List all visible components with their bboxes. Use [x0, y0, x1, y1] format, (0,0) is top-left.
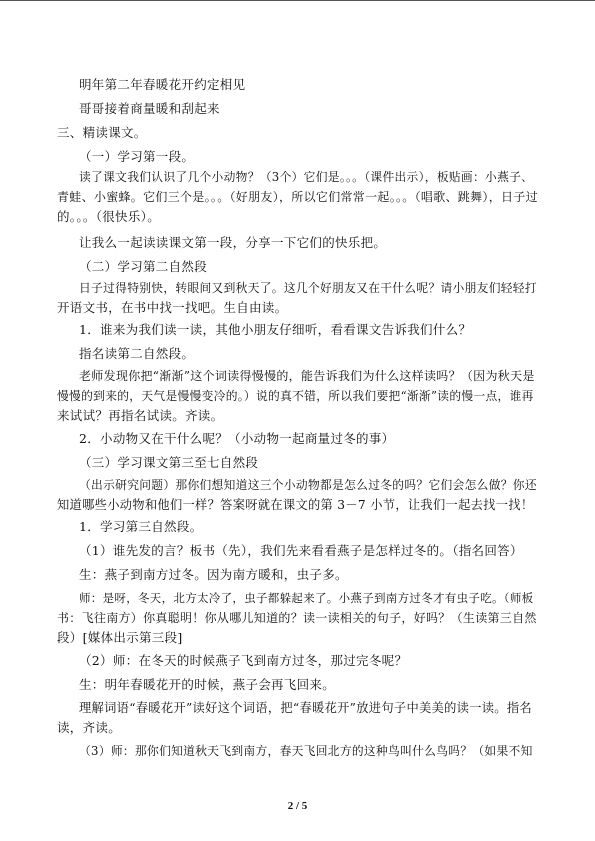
text-line: 开语文书，在书中找一找吧。生自由读。: [57, 300, 288, 315]
text-line: 哥哥接着商量暖和刮起来: [79, 101, 220, 116]
text-line: 指名读第二自然段。: [79, 346, 195, 361]
section-heading: 三、精读课文。: [57, 125, 147, 140]
subsection-heading: （一）学习第一段。: [79, 149, 195, 164]
text-line: 知道哪些小动物和他们一样？答案呀就在课文的第 3－7 小节，让我们一起去找一找！: [57, 498, 534, 512]
subsection-heading: （二）学习第二自然段: [79, 259, 208, 274]
text-line: 老师发现你把“渐渐”这个词读得慢慢的，能告诉我们为什么这样读吗？（因为秋天是: [79, 369, 535, 383]
text-line: 明年第二年春暖花开约定相见: [79, 77, 246, 92]
subsection-heading: （三）学习课文第三至七自然段: [79, 455, 259, 470]
text-line: 师：是呀，冬天，北方太冷了，虫子都躲起来了。小燕子到南方过冬才有虫子吃。（师板: [79, 591, 534, 605]
text-line: 1．谁来为我们读一读，其他小朋友仔细听，看看课文告诉我们什么？: [79, 322, 472, 337]
text-line: 日子过得特别快，转眼间又到秋天了。这几个好朋友又在干什么呢？请小朋友们轻轻打: [79, 281, 537, 295]
text-line: 书：飞往南方）你真聪明！你从哪儿知道的？读一读相关的句子，好吗？（生读第三自然: [57, 611, 537, 625]
text-line: （3）师：那你们知道秋天飞到南方，春天飞回北方的这种鸟叫什么鸟吗？（如果不知: [79, 744, 533, 758]
text-line: 理解词语“春暖花开”读好这个词语，把“春暖花开”放进句子中美美的读一读。指名: [79, 701, 532, 715]
text-line: 段）[媒体出示第三段]: [57, 630, 183, 645]
text-line: 生：明年春暖花开的时候，燕子会再飞回来。: [79, 677, 336, 692]
text-line: 读了课文我们认识了几个小动物？（3个）它们是。。。（课件出示），板贴画：小燕子、: [79, 170, 534, 184]
text-line: 生：燕子到南方过冬。因为南方暖和，虫子多。: [79, 567, 348, 582]
text-line: （2）师：在冬天的时候燕子飞到南方过冬，那过完冬呢？: [79, 653, 408, 668]
text-line: 慢慢的到来的，天气是慢慢变冷的。）说的真不错，所以我们要把“渐渐”读的慢一点，谁再: [57, 389, 534, 403]
text-line: 1．学习第三自然段。: [79, 519, 203, 534]
text-line: （1）谁先发的言？板书（先），我们先来看看燕子是怎样过冬的。（指名回答）: [79, 543, 523, 558]
text-line: 来试试？再指名试读。齐读。: [57, 408, 224, 423]
text-line: 的。。。（很快乐）。: [57, 209, 161, 224]
text-line: 读，齐读。: [57, 720, 122, 735]
text-line: 青蛙、小蜜蜂。它们三个是。。。（好朋友），所以它们常常一起。。。（唱歌、跳舞），日子过: [57, 190, 538, 204]
page-number: 2 / 5: [287, 800, 308, 812]
text-line: （出示研究问题）那你们想知道这三个小动物都是怎么过冬的吗？它们会怎么做？你还: [79, 478, 537, 492]
text-line: 让我么一起读读课文第一段，分享一下它们的快乐把。: [79, 235, 387, 250]
text-line: 2．小动物又在干什么呢？（小动物一起商量过冬的事）: [79, 431, 395, 446]
